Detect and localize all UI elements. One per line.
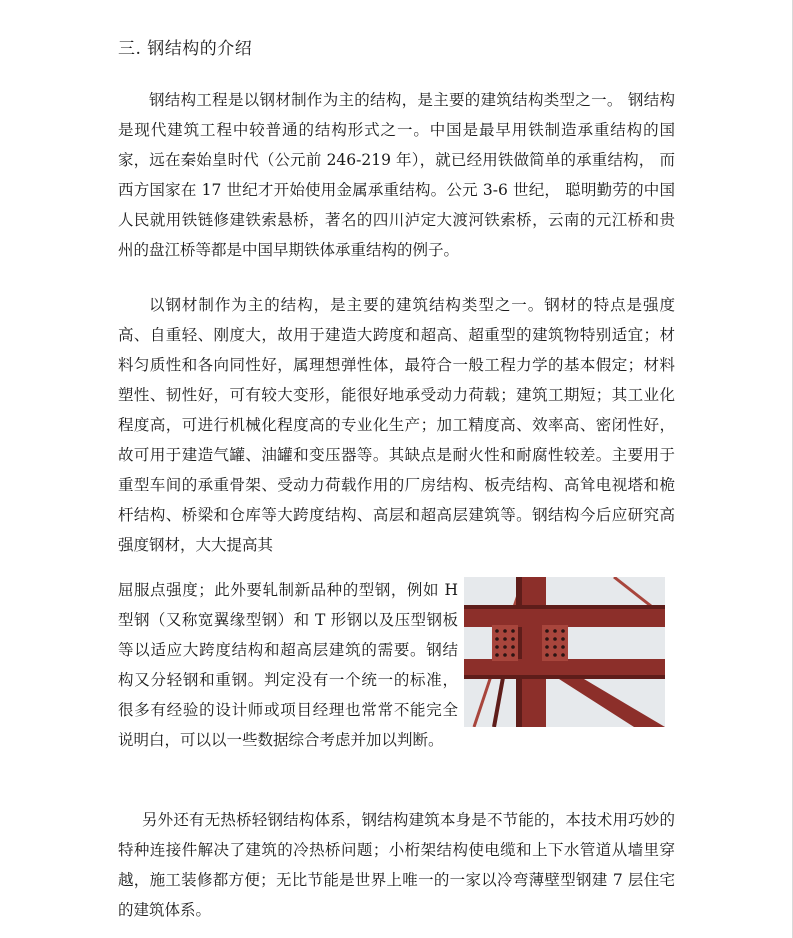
steel-beam-lower-flange [464, 675, 665, 679]
paragraph-properties: 以钢材制作为主的结构，是主要的建筑结构类型之一。钢材的特点是强度高、自重轻、刚度大，故用于建造大跨度和超高、超重型的建筑物特别适宜；材料匀质性和各向同性好，属理想弹性体，最符合一般工程力学的基本假定；材料塑性、韧性好，可有较大变形，能很好地承受动力荷载；建筑工期短；其工业化程度高，可进行机械化程度高的专业化生产；加工精度高、效率高、密闭性好，故可用于建造气罐、油罐和变压器等。其缺点是耐火性和耐腐性较差。主要用于重型车间的承重骨架、受动力荷载作用的厂房结构、板壳结构、高耸电视塔和桅杆结构、桥梁和仓库等大跨度结构、高层和超高层建筑等。钢结构今后应研究高强度钢材，大大提高其 [118, 296, 675, 554]
steel-beam-illustration [464, 577, 665, 727]
section-heading: 三. 钢结构的介绍 [118, 39, 253, 59]
steel-beam-upper-flange [464, 605, 665, 609]
paragraph-thermal-bridge: 另外还有无热桥轻钢结构体系，钢结构建筑本身是不节能的，本技术用巧妙的特种连接件解决了建筑的冷热桥问题；小桁架结构使电缆和上下水管道从墙里穿越，施工装修都方便；无比节能是世界上唯一的一家以冷弯薄壁型钢建 7 层住宅的建筑体系。 [118, 811, 675, 919]
steel-structure-photo [464, 577, 665, 727]
paragraph-properties-continued: 屈服点强度；此外要轧制新品种的型钢，例如 H 型钢（又称宽翼缘型钢）和 T 形钢以及压型钢板等以适应大跨度结构和超高层建筑的需要。钢结构又分轻钢和重钢。判定没有一个统一的标准，很多有经验的设计师或项目经理也常常不能完全说明白，可以以一些数据综合考虑并加以判断。 [118, 581, 458, 749]
paragraph-history: 钢结构工程是以钢材制作为主的结构，是主要的建筑结构类型之一。 钢结构是现代建筑工程中较普通的结构形式之一。中国是最早用铁制造承重结构的国家，远在秦始皇时代（公元前 246-219 年），就已经用铁做简单的承重结构， 而西方国家在 17 世纪才开始使用金属承重结构。公元 3-6 世纪， 聪明勤劳的中国人民就用铁链修建铁索悬桥，著名的四川泸定大渡河铁索桥，云南的元江桥和贵州的盘江桥等都是中国早期铁体承重结构的例子。 [118, 91, 675, 259]
